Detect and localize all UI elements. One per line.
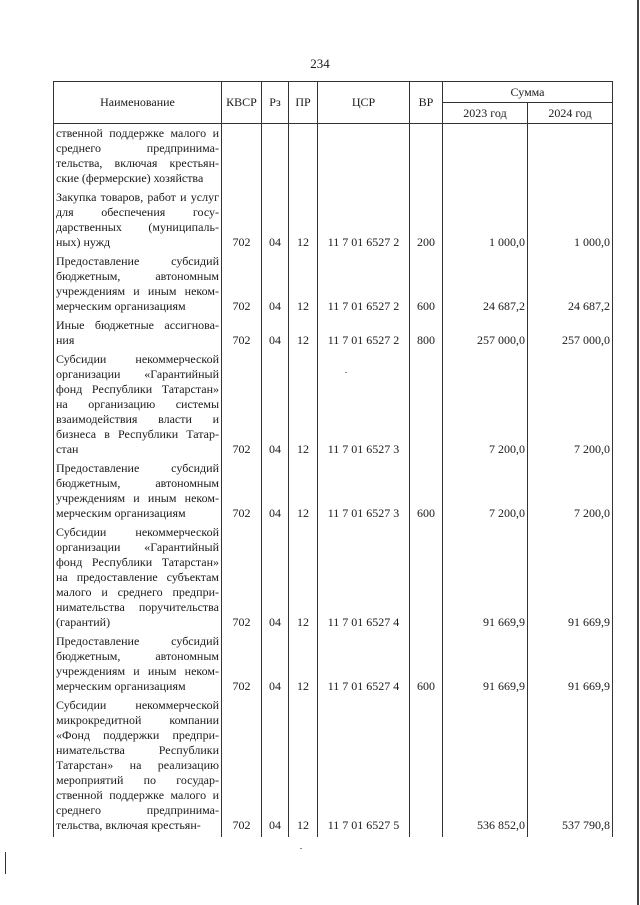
row-vr: [410, 352, 443, 461]
row-kvsr: 702: [222, 190, 262, 254]
row-sum-2024: 91 669,9: [528, 525, 613, 634]
header-sum: Сумма: [443, 82, 613, 103]
row-kvsr: 702: [222, 254, 262, 318]
row-sum-2024: 537 790,8: [528, 698, 613, 837]
row-kvsr: 702: [222, 698, 262, 837]
row-rz: 04: [262, 254, 289, 318]
row-sum-2023: 91 669,9: [443, 525, 528, 634]
page-number: 234: [310, 56, 330, 71]
scan-margin-mark: [5, 852, 6, 874]
row-kvsr: 702: [222, 634, 262, 698]
row-kvsr: [222, 124, 262, 191]
row-vr: 600: [410, 254, 443, 318]
header-vr: ВР: [410, 82, 443, 124]
row-vr: 800: [410, 318, 443, 352]
row-name: Субсидии некоммерческой организации «Гарантийный фонд Республики Татарстан» на предоставление субъектам малого и среднего предпри-нимательства поручительства (гарантий): [54, 525, 222, 634]
row-sum-2023: 1 000,0: [443, 190, 528, 254]
row-pr: 12: [289, 634, 318, 698]
row-sum-2024: 91 669,9: [528, 634, 613, 698]
row-vr: [410, 525, 443, 634]
row-csr: 11 7 01 6527 2: [318, 190, 410, 254]
row-sum-2024: 7 200,0: [528, 352, 613, 461]
table-row: [54, 634, 613, 698]
row-sum-2023: 7 200,0: [443, 352, 528, 461]
header-kvsr: КВСР: [222, 82, 262, 124]
row-kvsr: 702: [222, 352, 262, 461]
scan-speck: [300, 848, 302, 849]
row-name: Закупка товаров, работ и услуг для обеспечения госу-дарственных (муниципаль-ных) нужд: [54, 190, 222, 254]
row-pr: 12: [289, 318, 318, 352]
row-sum-2024: 7 200,0: [528, 461, 613, 525]
row-sum-2023: [443, 124, 528, 191]
row-rz: [262, 124, 289, 191]
header-rz: Рз: [262, 82, 289, 124]
table-row: [54, 318, 613, 352]
row-name: Субсидии некоммерческой организации «Гарантийный фонд Республики Татарстан» на организацию системы взаимодействия власти и бизнеса в Республики Татар-стан: [54, 352, 222, 461]
table-row: [54, 190, 613, 254]
row-sum-2023: 7 200,0: [443, 461, 528, 525]
row-vr: [410, 124, 443, 191]
row-sum-2023: 91 669,9: [443, 634, 528, 698]
row-pr: [289, 124, 318, 191]
row-name: Иные бюджетные ассигнова-ния: [54, 318, 222, 352]
row-rz: 04: [262, 318, 289, 352]
header-name: Наименование: [54, 82, 222, 124]
header-csr: ЦСР: [318, 82, 410, 124]
table-row: [54, 254, 613, 318]
row-name: ственной поддержке малого и среднего предпринима-тельства, включая крестьян-ские (фермерские) хозяйства: [54, 124, 222, 191]
row-rz: 04: [262, 190, 289, 254]
header-year-2024: 2024 год: [528, 103, 613, 124]
row-vr: [410, 698, 443, 837]
row-kvsr: 702: [222, 525, 262, 634]
row-sum-2024: 257 000,0: [528, 318, 613, 352]
row-csr: 11 7 01 6527 3: [318, 352, 410, 461]
row-csr: 11 7 01 6527 4: [318, 634, 410, 698]
row-csr: 11 7 01 6527 5: [318, 698, 410, 837]
row-vr: 600: [410, 461, 443, 525]
row-name: Субсидии некоммерческой микрокредитной компании «Фонд поддержки предпри-нимательства Республики Татарстан» на реализацию мероприятий по государ-ственной поддержке малого и среднего предпринима-тельства, включая крестьян-: [54, 698, 222, 837]
row-pr: 12: [289, 190, 318, 254]
row-vr: 200: [410, 190, 443, 254]
row-pr: 12: [289, 254, 318, 318]
scan-speck: [345, 372, 347, 373]
row-name: Предоставление субсидий бюджетным, автономным учреждениям и иным неком-мерческим организациям: [54, 634, 222, 698]
row-sum-2024: 24 687,2: [528, 254, 613, 318]
header-pr: ПР: [289, 82, 318, 124]
row-sum-2023: 257 000,0: [443, 318, 528, 352]
row-rz: 04: [262, 352, 289, 461]
row-pr: 12: [289, 698, 318, 837]
row-csr: [318, 124, 410, 191]
row-rz: 04: [262, 525, 289, 634]
row-sum-2023: 24 687,2: [443, 254, 528, 318]
header-year-2023: 2023 год: [443, 103, 528, 124]
row-rz: 04: [262, 698, 289, 837]
table-row: [54, 698, 613, 837]
row-rz: 04: [262, 634, 289, 698]
row-pr: 12: [289, 352, 318, 461]
row-sum-2024: [528, 124, 613, 191]
row-sum-2024: 1 000,0: [528, 190, 613, 254]
row-sum-2023: 536 852,0: [443, 698, 528, 837]
budget-table: [53, 81, 613, 837]
row-name: Предоставление субсидий бюджетным, автономным учреждениям и иным неком-мерческим организациям: [54, 254, 222, 318]
row-csr: 11 7 01 6527 2: [318, 318, 410, 352]
row-csr: 11 7 01 6527 3: [318, 461, 410, 525]
row-kvsr: 702: [222, 461, 262, 525]
row-csr: 11 7 01 6527 2: [318, 254, 410, 318]
table-row: [54, 525, 613, 634]
row-pr: 12: [289, 461, 318, 525]
row-name: Предоставление субсидий бюджетным, автономным учреждениям и иным неком-мерческим организациям: [54, 461, 222, 525]
row-kvsr: 702: [222, 318, 262, 352]
table-row: [54, 352, 613, 461]
table-row: [54, 124, 613, 191]
scan-page-edge: [637, 0, 639, 905]
table-row: [54, 461, 613, 525]
row-csr: 11 7 01 6527 4: [318, 525, 410, 634]
row-pr: 12: [289, 525, 318, 634]
row-rz: 04: [262, 461, 289, 525]
row-vr: 600: [410, 634, 443, 698]
